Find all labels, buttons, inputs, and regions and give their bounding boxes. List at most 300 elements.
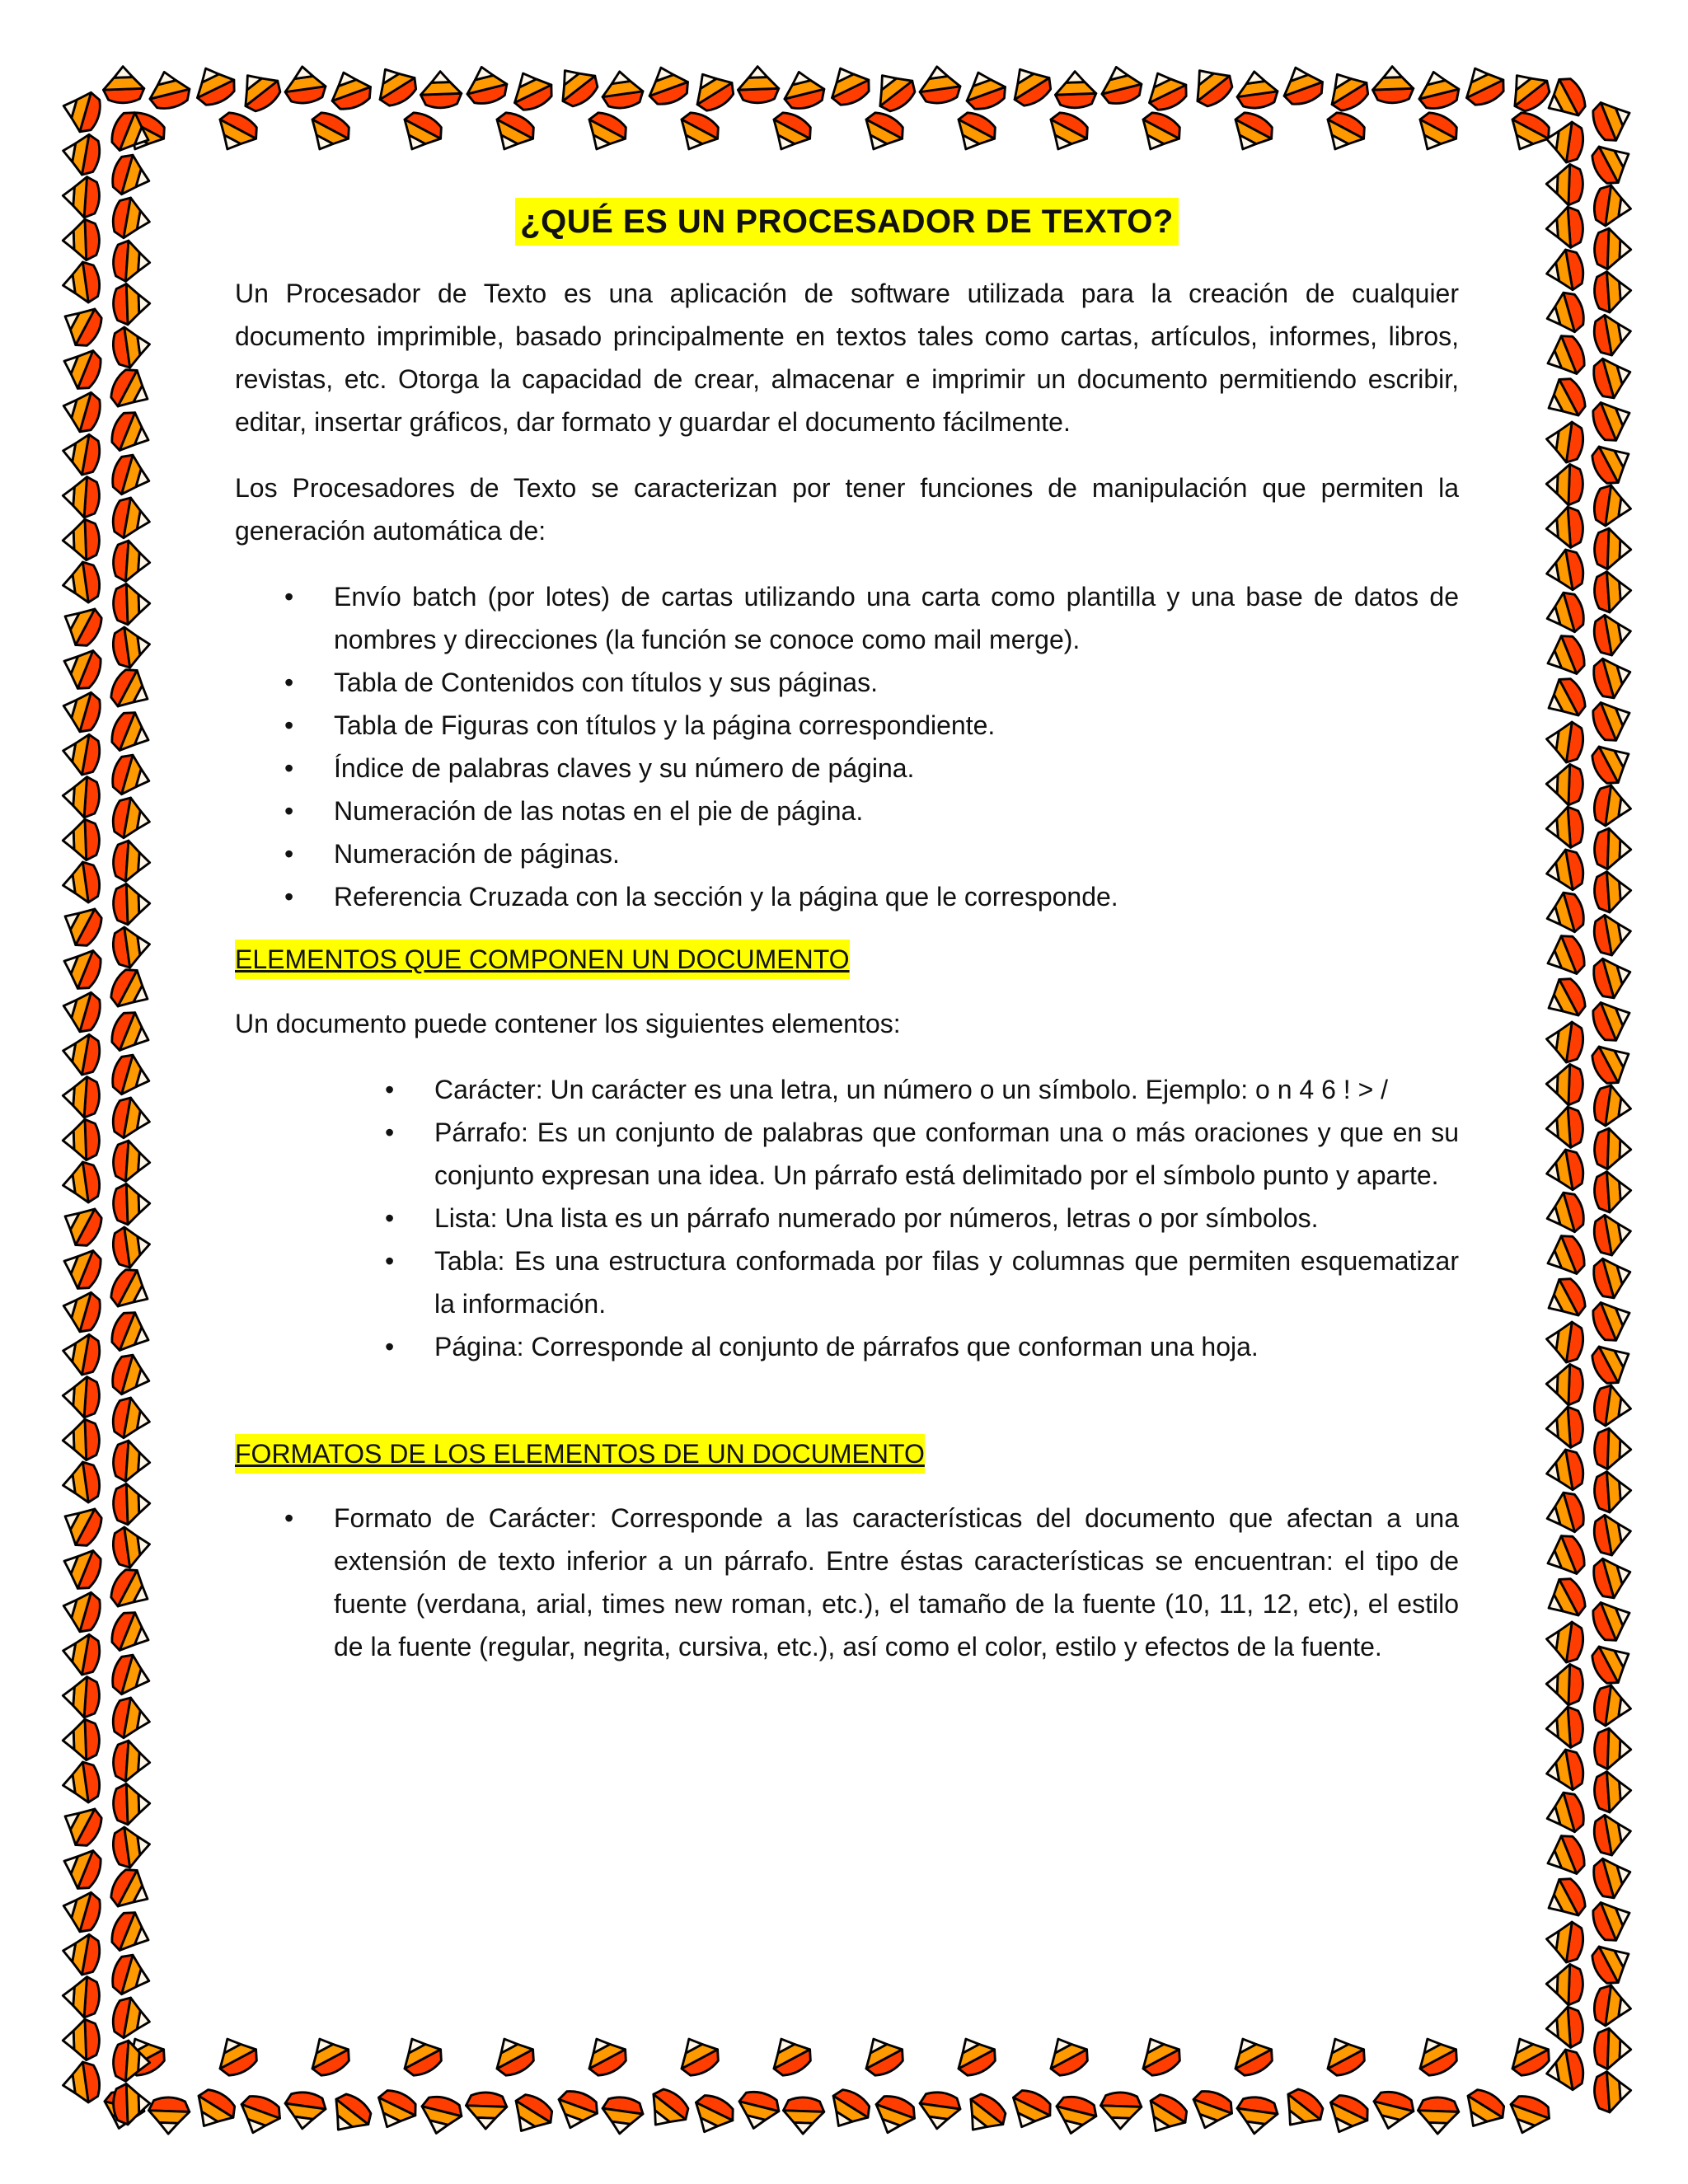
candy-corn-icon	[1545, 2006, 1585, 2049]
candy-corn-icon	[1544, 1019, 1586, 1064]
candy-corn-icon	[1409, 2029, 1462, 2080]
candy-corn-icon	[62, 776, 101, 818]
candy-corn-icon	[57, 1842, 106, 1893]
candy-corn-icon	[1544, 1619, 1586, 1664]
candy-corn-icon	[112, 540, 152, 583]
candy-corn-icon	[1588, 1894, 1637, 1945]
candy-corn-icon	[62, 1675, 101, 1718]
candy-corn-icon	[1543, 1747, 1586, 1793]
candy-corn-icon	[1592, 484, 1634, 529]
candy-corn-icon	[416, 2093, 465, 2139]
candy-corn-icon	[62, 819, 100, 861]
candy-corn-icon	[1543, 1447, 1586, 1493]
bullet-icon: •	[284, 582, 294, 612]
candy-corn-icon	[1590, 653, 1636, 702]
candy-corn-icon	[58, 387, 104, 436]
candy-corn-icon	[1592, 312, 1634, 358]
list-item: • Numeración de las notas en el pie de página.	[334, 790, 1459, 832]
candy-corn-icon	[1587, 736, 1638, 789]
candy-corn-icon	[686, 2090, 738, 2140]
candy-corn-icon	[671, 107, 724, 158]
candy-corn-icon	[1592, 1984, 1634, 2029]
candy-corn-icon	[1593, 270, 1633, 313]
candy-corn-icon	[504, 64, 557, 115]
candy-corn-icon	[107, 707, 156, 758]
candy-corn-icon	[1543, 847, 1586, 893]
list-item: • Tabla de Contenidos con títulos y sus páginas.	[334, 661, 1459, 704]
candy-corn-icon	[109, 752, 155, 801]
candy-corn-icon	[959, 66, 1010, 114]
candy-corn-icon	[59, 1631, 102, 1677]
candy-corn-icon	[1545, 1706, 1585, 1749]
candy-corn-icon	[1545, 1363, 1583, 1405]
candy-corn-icon	[106, 364, 157, 417]
candy-corn-icon	[112, 1140, 152, 1183]
candy-corn-icon	[957, 2088, 1011, 2142]
candy-corn-icon	[113, 2083, 151, 2125]
candy-corn-icon	[106, 1564, 157, 1617]
candy-corn-icon	[109, 452, 155, 501]
candy-corn-icon	[107, 107, 156, 158]
candy-corn-icon	[59, 1031, 102, 1077]
candy-corn-icon	[110, 195, 153, 241]
candy-corn-icon	[110, 1395, 153, 1441]
candy-corn-icon	[1003, 2085, 1056, 2135]
candy-corn-icon	[1590, 353, 1636, 402]
candy-corn-icon	[856, 107, 908, 158]
candy-corn-icon	[1040, 107, 1093, 158]
candy-corn-icon	[579, 107, 631, 158]
candy-corn-icon	[1541, 1189, 1587, 1239]
candy-corn-icon	[486, 107, 539, 158]
candy-corn-icon	[671, 2029, 724, 2080]
elements-list	[385, 1068, 1459, 1368]
candy-corn-icon	[1592, 612, 1634, 658]
candy-corn-icon	[60, 860, 102, 906]
candy-corn-icon	[821, 2084, 874, 2137]
candy-corn-icon	[1545, 1406, 1585, 1449]
section-heading-block	[235, 940, 1459, 979]
candy-corn-icon	[763, 2029, 816, 2080]
candy-corn-icon	[1592, 912, 1634, 958]
bullet-icon: •	[284, 796, 294, 826]
candy-corn-icon	[1592, 184, 1634, 229]
bullet-icon: •	[385, 1332, 395, 1361]
candy-corn-icon	[1588, 1594, 1637, 1645]
candy-corn-icon	[58, 87, 104, 136]
candy-corn-icon	[62, 219, 100, 261]
candy-corn-icon	[322, 2088, 377, 2142]
candy-corn-icon	[113, 583, 151, 625]
candy-corn-icon	[1587, 1036, 1638, 1089]
candy-corn-icon	[1593, 1170, 1633, 1213]
candy-corn-icon	[1590, 1253, 1636, 1302]
candy-corn-icon	[1502, 2029, 1554, 2080]
bullet-icon: •	[284, 882, 294, 912]
candy-corn-icon	[107, 1607, 156, 1658]
candy-corn-icon	[866, 63, 921, 116]
candy-corn-icon	[1100, 2092, 1142, 2130]
list-item: • Página: Corresponde al conjunto de párrafos que conforman una hoja.	[434, 1325, 1459, 1368]
list-item: • Envío batch (por lotes) de cartas utilizando una carta como plantilla y una base de datos de nombres y direcciones (la función se conoce como mail merge).	[334, 575, 1459, 661]
candy-corn-icon	[1541, 1789, 1587, 1839]
candy-corn-icon	[1277, 61, 1328, 109]
candy-corn-icon	[1592, 1684, 1634, 1729]
candy-corn-icon	[763, 107, 816, 158]
candy-corn-icon	[1544, 1319, 1586, 1364]
bullet-icon: •	[284, 668, 294, 697]
list-item: • Índice de palabras claves y su número de página.	[334, 747, 1459, 790]
candy-corn-icon	[1456, 2084, 1509, 2137]
candy-corn-icon	[99, 2088, 148, 2134]
section-heading-block	[235, 1434, 1459, 1474]
candy-corn-icon	[1593, 870, 1633, 913]
document-body	[235, 198, 1459, 1690]
candy-corn-icon	[1545, 806, 1585, 849]
candy-corn-icon	[1054, 71, 1096, 109]
candy-corn-icon	[112, 840, 152, 883]
candy-corn-icon	[144, 67, 193, 112]
candy-corn-icon	[1540, 1230, 1589, 1282]
candy-corn-icon	[57, 1242, 106, 1293]
candy-corn-icon	[642, 61, 693, 109]
candy-corn-icon	[60, 2060, 102, 2106]
candy-corn-icon	[1545, 206, 1585, 249]
candy-corn-icon	[113, 883, 151, 925]
candy-corn-icon	[282, 63, 327, 105]
candy-corn-icon	[112, 240, 152, 283]
bullet-icon: •	[284, 1503, 294, 1533]
candy-corn-icon	[822, 59, 874, 110]
candy-corn-icon	[110, 1695, 153, 1741]
candy-corn-icon	[1132, 107, 1185, 158]
candy-corn-icon	[1132, 2029, 1185, 2080]
candy-corn-icon	[1587, 1336, 1638, 1389]
candy-corn-icon	[640, 2083, 694, 2137]
bullet-icon: •	[284, 839, 294, 869]
candy-corn-icon	[1317, 107, 1370, 158]
candy-corn-icon	[1594, 528, 1632, 570]
candy-corn-icon	[57, 342, 106, 393]
section-heading-elements: ELEMENTOS QUE COMPONEN UN DOCUMENTO	[235, 940, 850, 979]
candy-corn-icon	[782, 2097, 824, 2135]
list-item: • Párrafo: Es un conjunto de palabras que conforman una o más oraciones y que en su conjunto expresan una idea. Un párrafo está delimitado por el símbolo punto y aparte.	[434, 1111, 1459, 1197]
candy-corn-icon	[1409, 107, 1462, 158]
candy-corn-icon	[110, 1524, 152, 1569]
candy-corn-icon	[59, 431, 102, 477]
candy-corn-icon	[1184, 58, 1238, 111]
candy-corn-icon	[1540, 930, 1589, 982]
candy-corn-icon	[1593, 570, 1633, 613]
candy-corn-icon	[58, 687, 104, 736]
candy-corn-icon	[486, 2029, 539, 2080]
candy-corn-icon	[1545, 1106, 1585, 1149]
candy-corn-icon	[394, 107, 447, 158]
candy-corn-icon	[58, 1286, 104, 1336]
candy-corn-icon	[1225, 2029, 1278, 2080]
candy-corn-icon	[59, 131, 102, 177]
candy-corn-icon	[1545, 1063, 1583, 1105]
candy-corn-icon	[504, 2089, 557, 2142]
candy-corn-icon	[1539, 1873, 1590, 1926]
candy-corn-icon	[1592, 1212, 1634, 1258]
candy-corn-icon	[110, 624, 152, 669]
candy-corn-icon	[948, 107, 1001, 158]
section-heading-formats: FORMATOS DE LOS ELEMENTOS DE UN DOCUMENTO	[235, 1434, 925, 1474]
candy-corn-icon	[394, 2029, 447, 2080]
candy-corn-icon	[302, 2029, 354, 2080]
candy-corn-icon	[110, 1824, 152, 1869]
candy-corn-icon	[59, 1931, 102, 1977]
candy-corn-icon	[1590, 953, 1636, 1002]
candy-corn-icon	[465, 2092, 507, 2130]
candy-corn-icon	[1539, 1573, 1590, 1626]
candy-corn-icon	[1593, 2070, 1633, 2113]
candy-corn-icon	[1414, 67, 1462, 112]
candy-corn-icon	[109, 1952, 155, 2001]
candy-corn-icon	[55, 1198, 106, 1251]
candy-corn-icon	[1592, 1084, 1634, 1129]
candy-corn-icon	[60, 1160, 102, 1206]
candy-corn-icon	[1320, 63, 1373, 116]
candy-corn-icon	[60, 260, 102, 306]
candy-corn-icon	[420, 71, 462, 109]
candy-corn-icon	[1544, 719, 1586, 764]
bullet-icon: •	[385, 1075, 395, 1104]
candy-corn-icon	[1539, 673, 1590, 726]
candy-corn-icon	[55, 1798, 106, 1851]
candy-corn-icon	[1539, 73, 1590, 126]
candy-corn-icon	[1588, 394, 1637, 445]
candy-corn-icon	[109, 1352, 155, 1401]
candy-corn-icon	[734, 2088, 782, 2134]
candy-corn-icon	[107, 1907, 156, 1958]
candy-corn-icon	[1544, 119, 1586, 164]
candy-corn-icon	[1592, 1811, 1634, 1858]
candy-corn-icon	[1539, 1273, 1590, 1326]
candy-corn-icon	[62, 1076, 101, 1118]
candy-corn-icon	[1540, 1530, 1589, 1582]
candy-corn-icon	[1594, 1728, 1632, 1770]
candy-corn-icon	[685, 63, 738, 116]
candy-corn-icon	[110, 324, 152, 369]
candy-corn-icon	[1040, 2029, 1093, 2080]
candy-corn-icon	[110, 1995, 153, 2041]
candy-corn-icon	[117, 2029, 170, 2080]
candy-corn-icon	[1588, 94, 1637, 145]
candy-corn-icon	[186, 2084, 240, 2137]
candy-corn-icon	[117, 107, 170, 158]
candy-corn-icon	[1544, 1919, 1586, 1964]
candy-corn-icon	[1545, 1663, 1583, 1705]
candy-corn-icon	[1545, 763, 1583, 805]
candy-corn-icon	[1417, 2097, 1459, 2135]
candy-corn-icon	[1587, 1636, 1638, 1689]
candy-corn-icon	[1594, 828, 1632, 870]
candy-corn-icon	[1588, 1294, 1637, 1345]
candy-corn-icon	[55, 898, 106, 951]
candy-corn-icon	[948, 2029, 1001, 2080]
candy-corn-icon	[110, 1224, 152, 1269]
candy-corn-icon	[1588, 994, 1637, 1045]
candy-corn-icon	[59, 1331, 102, 1377]
candy-corn-icon	[1317, 2029, 1370, 2080]
candy-corn-icon	[60, 1760, 102, 1806]
functions-paragraph: Los Procesadores de Texto se caracterizan por tener funciones de manipulación que permiten la generación automática de:	[235, 473, 1459, 546]
candy-corn-icon	[1501, 63, 1555, 116]
candy-corn-icon	[1594, 1428, 1632, 1470]
candy-corn-icon	[62, 176, 101, 218]
candy-corn-icon	[109, 152, 155, 201]
functions-list	[284, 575, 1459, 918]
candy-corn-icon	[62, 476, 101, 518]
candy-corn-icon	[1543, 547, 1586, 593]
candy-corn-icon	[1540, 1830, 1589, 1882]
candy-corn-icon	[102, 66, 144, 104]
candy-corn-icon	[869, 2092, 920, 2139]
candy-corn-icon	[1590, 1853, 1636, 1902]
candy-corn-icon	[62, 1119, 100, 1161]
candy-corn-icon	[62, 1719, 100, 1761]
candy-corn-icon	[57, 1542, 106, 1593]
candy-corn-icon	[110, 495, 153, 541]
candy-corn-icon	[234, 2092, 285, 2139]
candy-corn-icon	[1002, 59, 1056, 111]
candy-corn-icon	[1592, 1384, 1634, 1429]
candy-corn-icon	[58, 1586, 104, 1636]
intro-paragraph: Un Procesador de Texto es una aplicación de software utilizada para la creación de cualquier documento imprimible, basado principalmente en textos tales como cartas, artículos, informes, libros, revistas, etc. Otorga la capacidad de crear, almacenar e imprimir un documento permitiendo escribir, editar, insertar gráficos, dar formato y guardar el documento fácilmente.	[235, 279, 1459, 437]
candy-corn-icon	[1545, 1963, 1583, 2005]
candy-corn-icon	[368, 2085, 421, 2135]
candy-corn-icon	[1539, 373, 1590, 426]
candy-corn-icon	[1592, 784, 1634, 829]
candy-corn-icon	[1545, 506, 1585, 549]
candy-corn-icon	[1593, 1470, 1633, 1513]
candy-corn-icon	[549, 58, 603, 111]
candy-corn-icon	[113, 1483, 151, 1525]
list-item: • Referencia Cruzada con la sección y la página que le corresponde.	[334, 875, 1459, 918]
page-title: ¿QUÉ ES UN PROCESADOR DE TEXTO?	[515, 198, 1179, 246]
candy-corn-icon	[1051, 2093, 1100, 2139]
candy-corn-icon	[1139, 64, 1192, 115]
list-item: • Carácter: Un carácter es una letra, un número o un símbolo. Ejemplo: o n 4 6 ! > /	[434, 1068, 1459, 1111]
candy-corn-icon	[917, 2090, 962, 2132]
candy-corn-icon	[62, 519, 100, 561]
candy-corn-icon	[112, 2040, 152, 2083]
candy-corn-icon	[1545, 463, 1583, 505]
candy-corn-icon	[1320, 2090, 1373, 2140]
candy-corn-icon	[599, 68, 645, 110]
candy-corn-icon	[113, 1183, 151, 1225]
candy-corn-icon	[1587, 1936, 1638, 1989]
candy-corn-icon	[55, 1498, 106, 1551]
candy-corn-icon	[1540, 330, 1589, 382]
candy-corn-icon	[1234, 68, 1279, 110]
candy-corn-icon	[62, 1975, 101, 2018]
candy-corn-icon	[110, 924, 152, 969]
candy-corn-icon	[110, 795, 153, 841]
candy-corn-icon	[112, 1440, 152, 1483]
list-item: • Numeración de páginas.	[334, 832, 1459, 875]
candy-corn-icon	[107, 1307, 156, 1358]
candy-corn-icon	[106, 1264, 157, 1317]
candy-corn-icon	[1592, 1511, 1634, 1558]
candy-corn-icon	[109, 1052, 155, 1101]
candy-corn-icon	[1594, 228, 1632, 270]
bullet-icon: •	[284, 710, 294, 740]
candy-corn-icon	[58, 987, 104, 1036]
candy-corn-icon	[1590, 1553, 1636, 1602]
candy-corn-icon	[106, 964, 157, 1017]
bullet-icon: •	[385, 1203, 395, 1233]
candy-corn-icon	[1594, 1128, 1632, 1170]
bullet-icon: •	[385, 1118, 395, 1147]
candy-corn-icon	[1539, 973, 1590, 1026]
candy-corn-icon	[62, 2019, 100, 2061]
candy-corn-icon	[1543, 1147, 1586, 1193]
candy-corn-icon	[917, 63, 962, 105]
candy-corn-icon	[282, 2090, 327, 2132]
candy-corn-icon	[60, 1460, 102, 1506]
candy-corn-icon	[1541, 589, 1587, 639]
candy-corn-icon	[1587, 436, 1638, 489]
candy-corn-icon	[60, 560, 102, 606]
list-item: • Tabla: Es una estructura conformada por filas y columnas que permiten esquematizar la información.	[434, 1240, 1459, 1325]
candy-corn-icon	[59, 731, 102, 777]
candy-corn-icon	[1503, 2092, 1554, 2139]
candy-corn-icon	[107, 407, 156, 458]
candy-corn-icon	[462, 62, 510, 107]
candy-corn-icon	[209, 2029, 262, 2080]
candy-corn-icon	[187, 59, 240, 110]
list-item: • Lista: Una lista es un párrafo numerado por números, letras o por símbolos.	[434, 1197, 1459, 1240]
candy-corn-icon	[368, 59, 421, 111]
candy-corn-icon	[58, 1886, 104, 1936]
candy-corn-icon	[302, 107, 354, 158]
candy-corn-icon	[1502, 107, 1554, 158]
bullet-icon: •	[385, 1246, 395, 1276]
candy-corn-icon	[779, 67, 828, 112]
title-block	[235, 198, 1459, 246]
candy-corn-icon	[599, 2095, 645, 2137]
list-item: • Formato de Carácter: Corresponde a las características del documento que afectan a una extensión de texto inferior a un párrafo. Entre éstas características se encuentran: el tipo de fuente (verdana, arial, times new roman, etc.), el tamaño de la fuente (10, 11, 12, etc), el estilo de la fuente (regular, negrita, cursiva, etc.), así como el color, estilo y efectos de la fuente.	[334, 1497, 1459, 1668]
candy-corn-icon	[1587, 136, 1638, 189]
candy-corn-icon	[112, 1740, 152, 1783]
candy-corn-icon	[113, 1783, 151, 1825]
candy-corn-icon	[1234, 2095, 1279, 2137]
candy-corn-icon	[1456, 59, 1509, 110]
candy-corn-icon	[57, 942, 106, 993]
bullet-icon: •	[284, 753, 294, 783]
candy-corn-icon	[62, 1376, 101, 1418]
formats-list	[284, 1497, 1459, 1668]
candy-corn-icon	[109, 1652, 155, 1701]
candy-corn-icon	[1543, 247, 1586, 293]
candy-corn-icon	[106, 1864, 157, 1917]
elements-intro: Un documento puede contener los siguientes elementos:	[235, 1009, 901, 1038]
candy-corn-icon	[1368, 2088, 1417, 2134]
candy-corn-icon	[1274, 2083, 1329, 2137]
candy-corn-icon	[1186, 2087, 1237, 2135]
candy-corn-icon	[1541, 1489, 1587, 1539]
candy-corn-icon	[209, 107, 262, 158]
candy-corn-icon	[1543, 2047, 1586, 2093]
candy-corn-icon	[113, 283, 151, 325]
candy-corn-icon	[551, 2087, 603, 2135]
candy-corn-icon	[737, 66, 779, 104]
candy-corn-icon	[57, 642, 106, 693]
candy-corn-icon	[110, 1095, 153, 1141]
